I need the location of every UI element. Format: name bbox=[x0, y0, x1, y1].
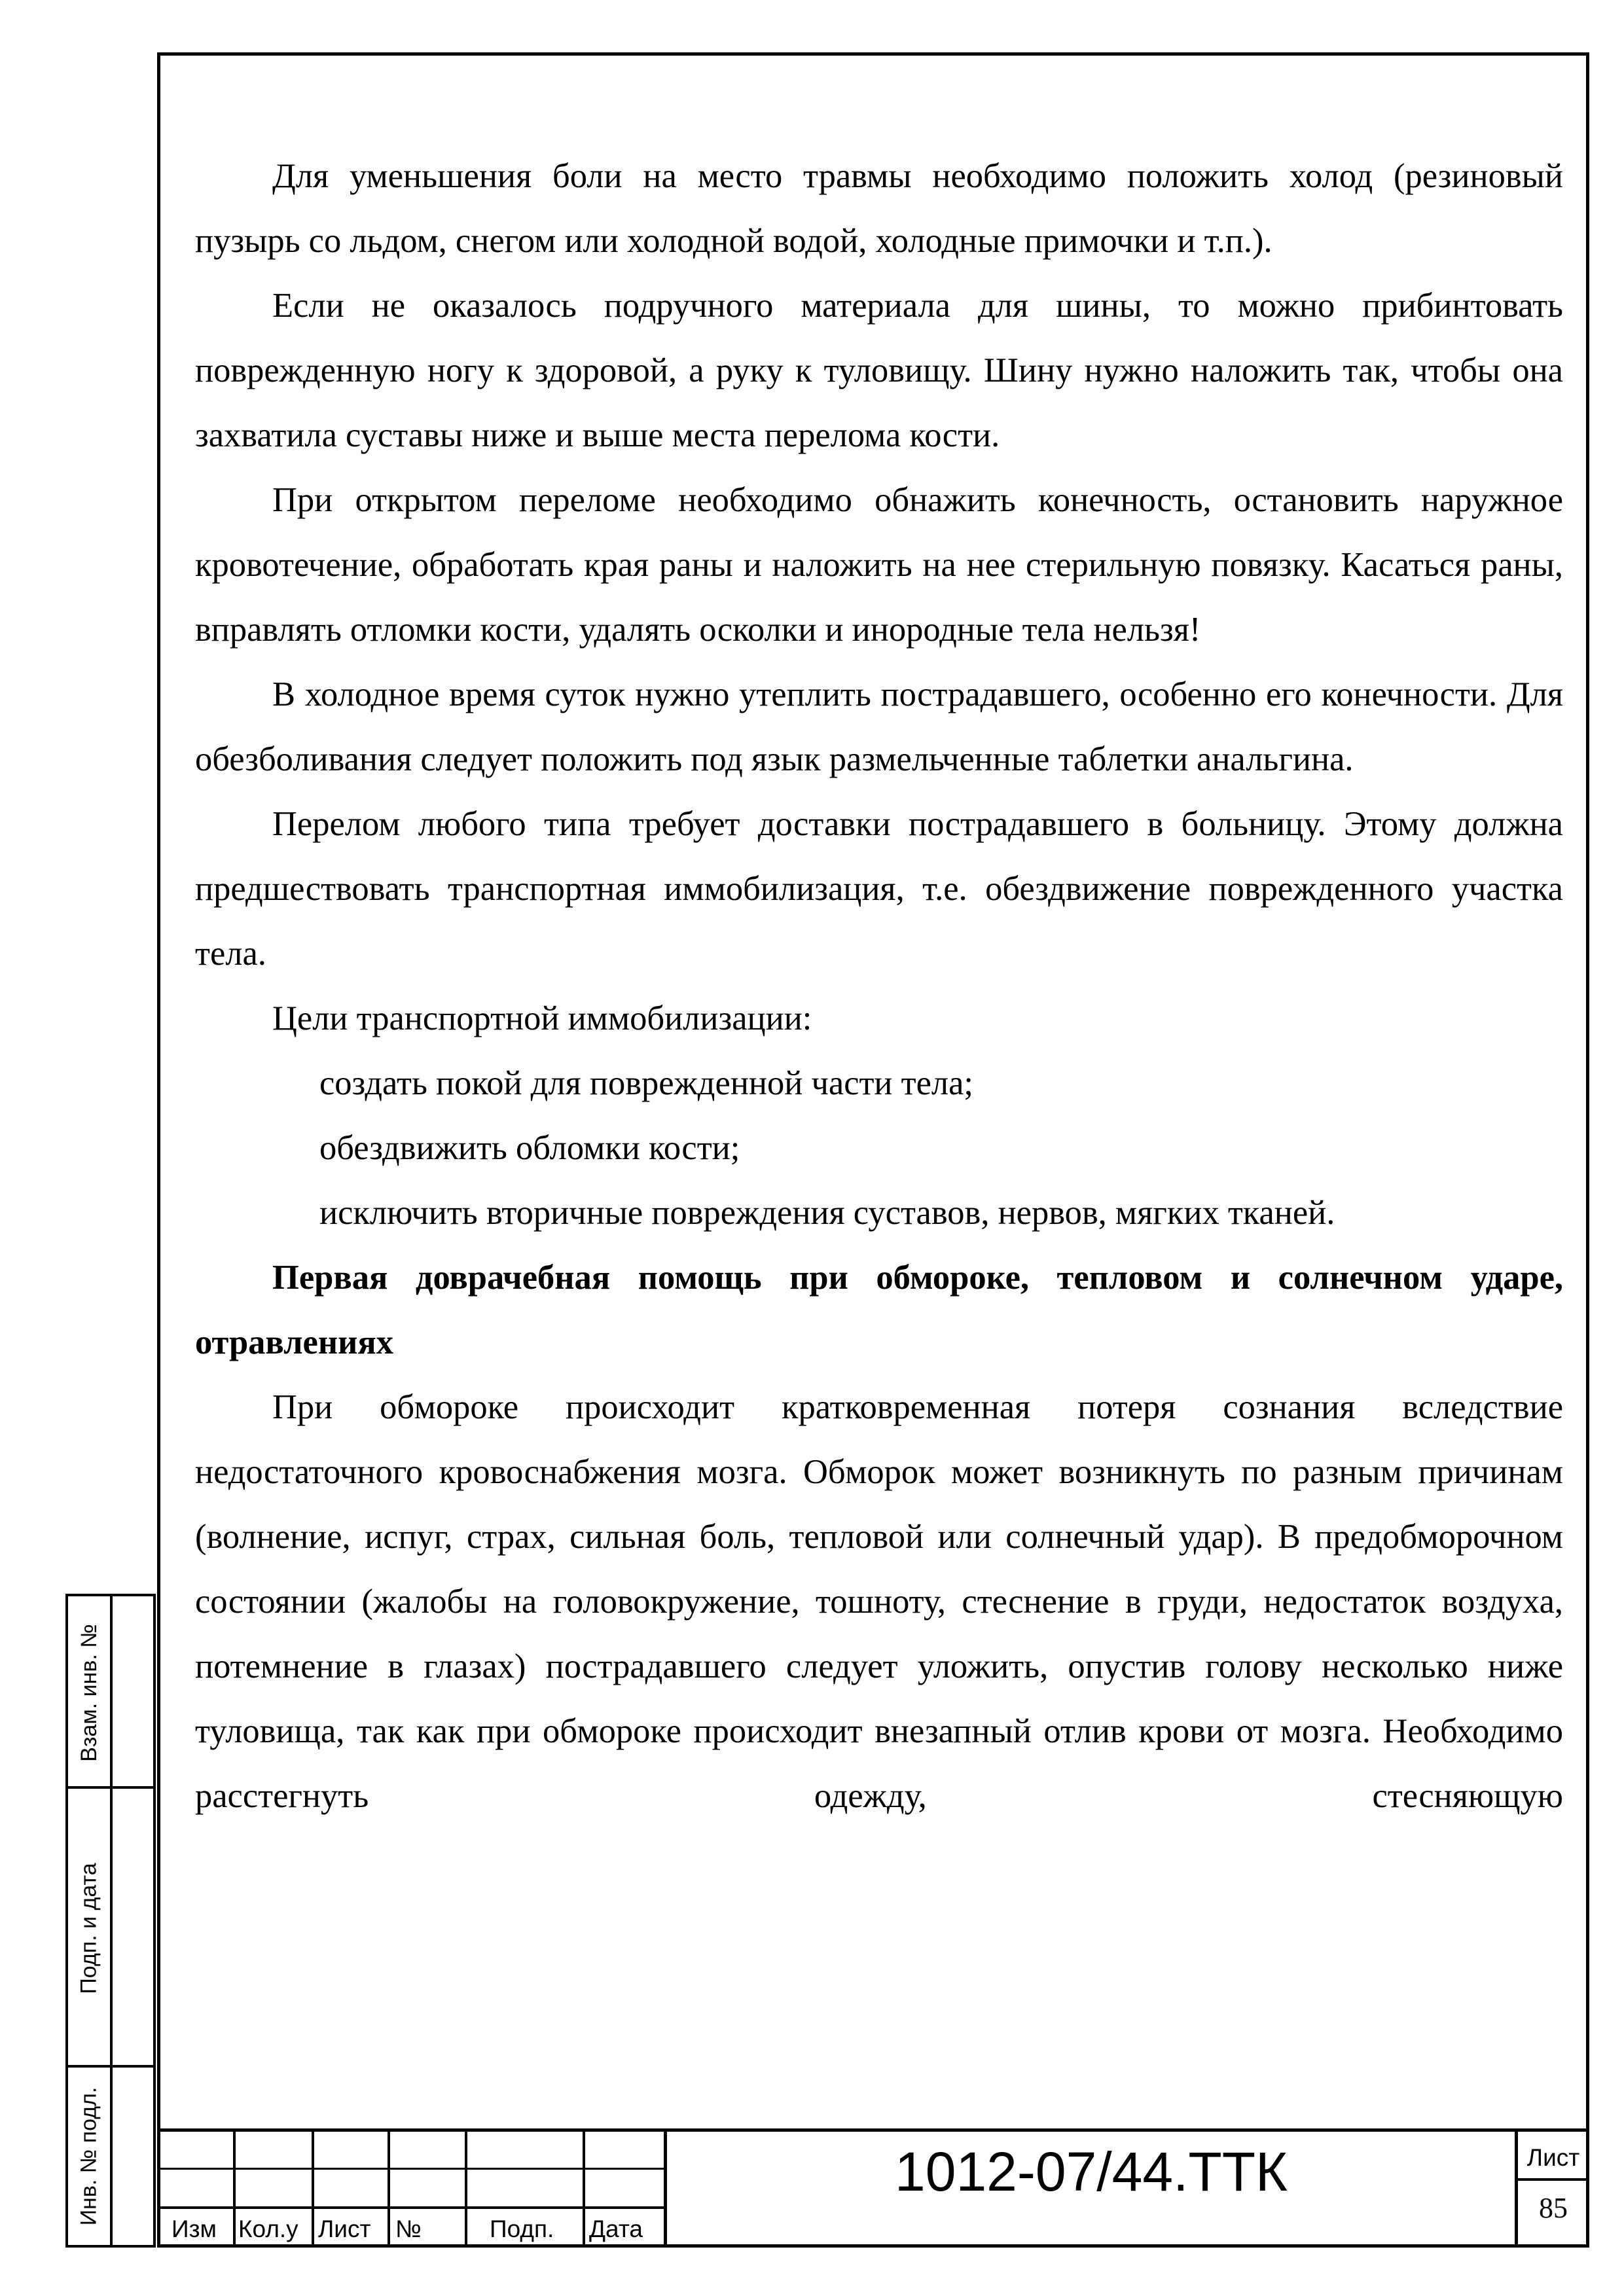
caption-data: Дата bbox=[589, 2215, 643, 2242]
caption-kolu: Кол.у bbox=[238, 2215, 298, 2242]
title-block-col-line bbox=[233, 2128, 236, 2248]
paragraph-fainting: При обмороке происходит кратковременная потеря сознания вследствие недостаточного кровоснабжения мозга. Обморок может возникнуть по разным причинам (волнение, испуг, страх, сильная боль, тепловой или солнечный удар). В предобморочном состоянии (жалобы на головокружение, тошноту, стеснение в груди, недостаток воздуха, потемнение в глазах) пострадавшего следует уложить, опустив голову несколько ниже туловища, так как при обмороке происходит внезапный отлив крови от мозга. Необходимо расстегнуть одежду, стесняющую bbox=[195, 1388, 1563, 1815]
title-block-col-line bbox=[388, 2128, 390, 2248]
list-item: создать покой для поврежденной части тела; bbox=[319, 1064, 973, 1102]
caption-list: Лист bbox=[318, 2215, 371, 2242]
title-block-col-line bbox=[465, 2128, 467, 2248]
list-item: обездвижить обломки кости; bbox=[319, 1129, 740, 1167]
caption-podp: Подп. bbox=[490, 2215, 554, 2242]
document-body bbox=[195, 144, 1563, 1829]
paragraph-transport: Перелом любого типа требует доставки пострадавшего в больницу. Этому должна предшествовать транспортная иммобилизация, т.е. обездвижение поврежденного участка тела. bbox=[195, 805, 1563, 973]
sheet-label: Лист bbox=[1526, 2144, 1580, 2171]
paragraph-splint: Если не оказалось подручного материала для шины, то можно прибинтовать поврежденную ногу к здоровой, а руку к туловищу. Шину нужно наложить так, чтобы она захватила суставы ниже и выше места перелома кости. bbox=[195, 287, 1563, 454]
side-label-podp: Подп. и дата bbox=[76, 1862, 101, 1994]
title-block-top-line bbox=[157, 2128, 1589, 2132]
title-block-col-line bbox=[583, 2128, 585, 2248]
sheet-number: 85 bbox=[1539, 2192, 1568, 2224]
side-label-vzam: Взам. инв. № bbox=[76, 1623, 101, 1762]
caption-num: № bbox=[395, 2215, 422, 2242]
paragraph-cold-season: В холодное время суток нужно утеплить пострадавшего, особенно его конечности. Для обезболивания следует положить под язык размельченные таблетки анальгина. bbox=[195, 675, 1563, 778]
list-item: исключить вторичные повреждения суставов, нервов, мягких тканей. bbox=[319, 1194, 1335, 1232]
document-code: 1012-07/44.ТТК bbox=[895, 2141, 1288, 2202]
paragraph-open-fracture: При открытом переломе необходимо обнажить конечность, остановить наружное кровотечение, обработать края раны и наложить на нее стерильную повязку. Касаться раны, вправлять отломки кости, удалять осколки и инородные тела нельзя! bbox=[195, 481, 1563, 649]
side-stamp bbox=[65, 1594, 156, 2248]
section-heading: Первая доврачебная помощь при обмороке, тепловом и солнечном ударе, отравлениях bbox=[195, 1259, 1563, 1361]
title-block-col-line bbox=[312, 2128, 314, 2248]
paragraph-goals: Цели транспортной иммобилизации: bbox=[272, 999, 812, 1037]
paragraph-cold: Для уменьшения боли на место травмы необходимо положить холод (резиновый пузырь со льдом, снегом или холодной водой, холодные примочки и т.п.). bbox=[195, 157, 1563, 260]
sheet-cell-line bbox=[1517, 2178, 1589, 2181]
caption-izm: Изм bbox=[171, 2215, 217, 2242]
side-label-inv: Инв. № подл. bbox=[76, 2087, 101, 2226]
